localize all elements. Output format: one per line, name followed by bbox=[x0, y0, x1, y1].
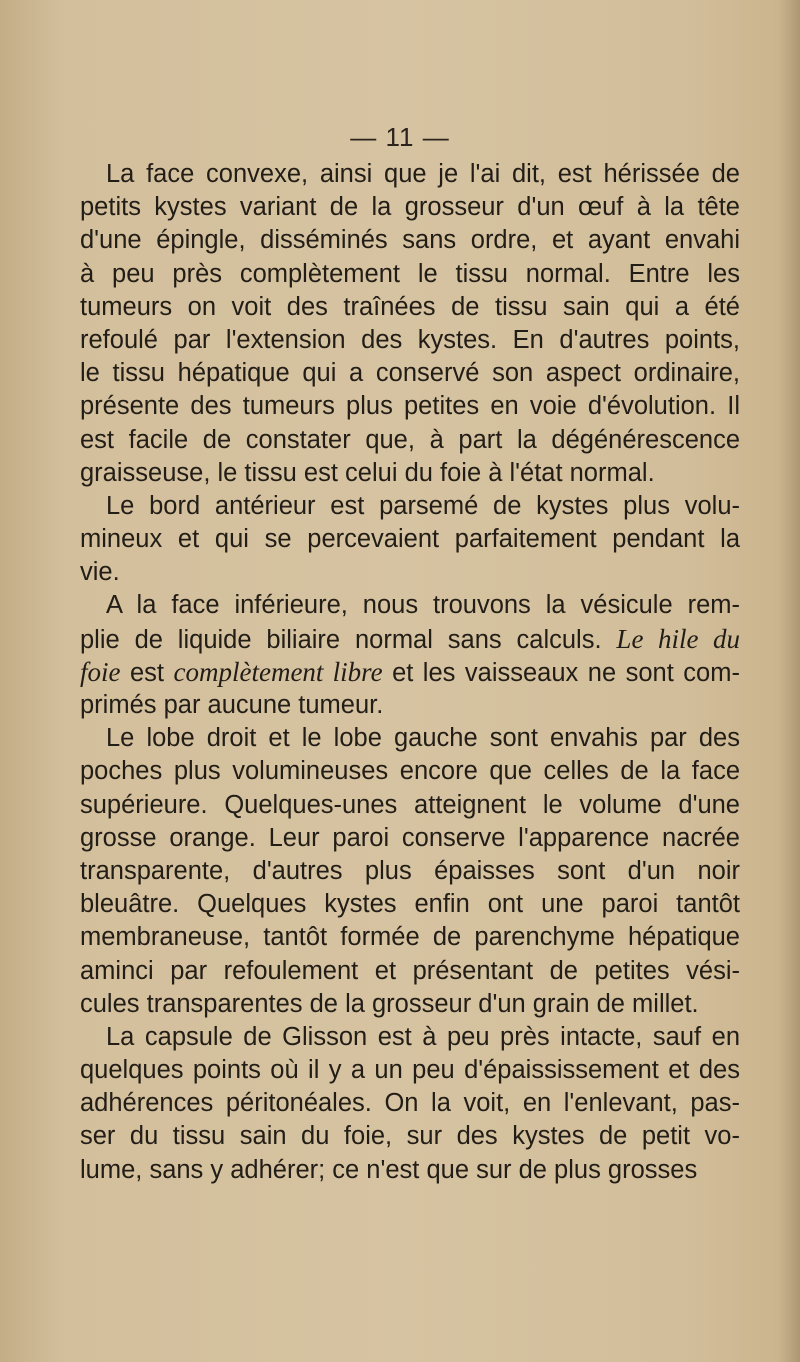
text-run: d'une épingle, disséminés sans ordre, et ayant envahi bbox=[80, 226, 740, 255]
text-run: primés par aucune tumeur. bbox=[80, 691, 384, 719]
text-run: La capsule de Glisson est à peu près intacte, sauf en bbox=[106, 1022, 740, 1051]
text-line bbox=[80, 357, 740, 390]
text-run: est facile de constater que, à part la dégénérescence bbox=[80, 425, 740, 454]
text-run: transparente, d'autres plus épaisses sont d'un noir bbox=[80, 856, 740, 885]
text-run: tumeurs on voit des traînées de tissu sain qui a été bbox=[80, 292, 740, 321]
text-run: Le lobe droit et le lobe gauche sont envahis par des bbox=[106, 724, 740, 753]
text-run: mineux et qui se percevaient parfaitement pendant la bbox=[80, 525, 740, 554]
text-line bbox=[80, 556, 740, 589]
text-line bbox=[80, 988, 740, 1021]
text-line bbox=[80, 921, 740, 954]
text-run: A la face inférieure, nous trouvons la vésicule rem- bbox=[106, 591, 740, 620]
text-line bbox=[80, 722, 740, 755]
text-line bbox=[80, 158, 740, 191]
text-line bbox=[80, 490, 740, 523]
text-run: refoulé par l'extension des kystes. En d'autres points, bbox=[80, 325, 740, 354]
text-run: supérieure. Quelques-unes atteignent le volume d'une bbox=[80, 790, 740, 819]
text-line bbox=[80, 689, 740, 722]
text-run: aminci par refoulement et présentant de petites vési- bbox=[80, 956, 740, 985]
text-run: petits kystes variant de la grosseur d'un œuf à la tête bbox=[80, 193, 740, 222]
text-run: vie. bbox=[80, 558, 120, 587]
text-line bbox=[80, 656, 740, 689]
text-run: bleuâtre. Quelques kystes enfin ont une paroi tantôt bbox=[80, 890, 740, 919]
text-run: lume, sans y adhérer; ce n'est que sur de plus grosses bbox=[80, 1155, 698, 1184]
text-line bbox=[80, 789, 740, 822]
text-run: le tissu hépatique qui a conservé son aspect ordinaire, bbox=[80, 359, 740, 388]
text-line bbox=[80, 258, 740, 291]
text-line bbox=[80, 1087, 740, 1120]
text-run: La face convexe, ainsi que je l'ai dit, est hérissée de bbox=[106, 160, 740, 188]
text-line bbox=[80, 291, 740, 324]
text-line bbox=[80, 523, 740, 556]
text-line bbox=[80, 424, 740, 457]
text-run: présente des tumeurs plus petites en voie d'évolution. Il bbox=[80, 392, 740, 421]
text-run: plie de liquide biliaire normal sans calculs. bbox=[80, 625, 602, 654]
text-line bbox=[80, 1154, 740, 1187]
text-line bbox=[80, 589, 740, 622]
text-run: Le bord antérieur est parsemé de kystes plus volu- bbox=[106, 491, 740, 520]
text-run: est bbox=[129, 658, 165, 687]
italic-text: complètement libre bbox=[173, 656, 383, 687]
text-line bbox=[80, 1021, 740, 1054]
text-line bbox=[80, 191, 740, 224]
text-run: adhérences péritonéales. On la voit, en l'enlevant, pas- bbox=[80, 1089, 740, 1118]
text-run: poches plus volumineuses encore que celles de la face bbox=[80, 757, 740, 786]
page-edge-shadow bbox=[778, 0, 800, 1362]
text-line bbox=[80, 888, 740, 921]
text-run: graisseuse, le tissu est celui du foie à l'état normal. bbox=[80, 458, 655, 487]
italic-text: Le hile du bbox=[616, 623, 740, 654]
text-line bbox=[80, 324, 740, 357]
text-run: cules transparentes de la grosseur d'un grain de millet. bbox=[80, 989, 699, 1018]
text-line bbox=[80, 1120, 740, 1153]
text-run: quelques points où il y a un peu d'épaississement et des bbox=[80, 1056, 740, 1085]
text-run: grosse orange. Leur paroi conserve l'apparence nacrée bbox=[80, 823, 740, 852]
text-line bbox=[80, 457, 740, 490]
text-line bbox=[80, 955, 740, 988]
text-line bbox=[80, 623, 740, 656]
text-line bbox=[80, 822, 740, 855]
text-run: ser du tissu sain du foie, sur des kystes de petit vo- bbox=[80, 1122, 740, 1151]
text-line bbox=[80, 755, 740, 788]
text-line bbox=[80, 390, 740, 423]
text-line bbox=[80, 224, 740, 257]
text-line bbox=[80, 1054, 740, 1087]
page-number: — 11 — bbox=[350, 122, 450, 152]
italic-text: foie bbox=[80, 656, 121, 687]
text-line bbox=[80, 855, 740, 888]
text-run: à peu près complètement le tissu normal. Entre les bbox=[80, 259, 740, 288]
text-run: membraneuse, tantôt formée de parenchyme hépatique bbox=[80, 923, 740, 952]
body-text bbox=[80, 158, 740, 1187]
text-run: et les vaisseaux ne sont com- bbox=[392, 658, 740, 687]
